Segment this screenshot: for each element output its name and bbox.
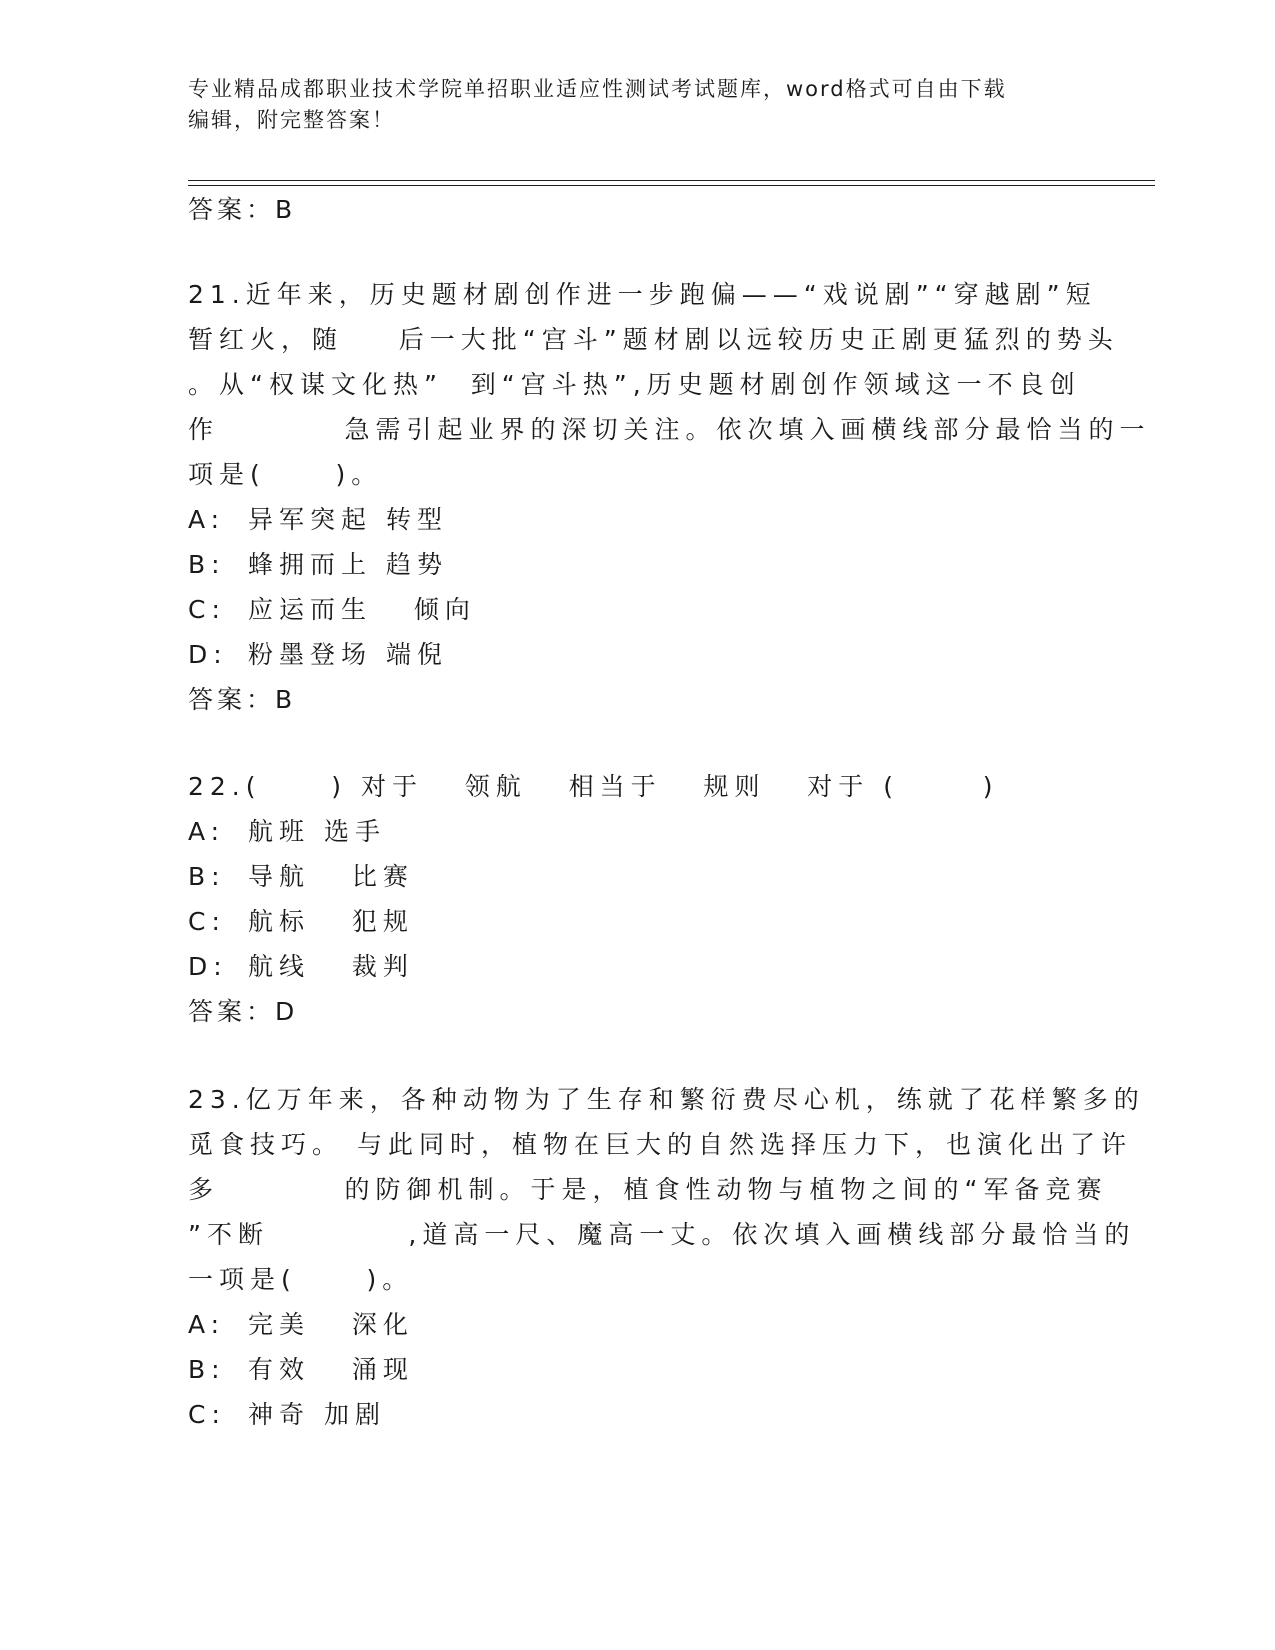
option-letter: A: [188, 817, 226, 846]
q22-option-d [188, 947, 414, 983]
q23-line-1: 23.亿万年来，各种动物为了生存和繁衍费尽心机，练就了花样繁多的 [188, 1085, 1145, 1114]
option-text: 粉墨登场 端倪 [248, 640, 448, 669]
option-text: 应运而生 倾向 [248, 595, 476, 624]
q21-option-c [188, 590, 476, 626]
header-divider-top [188, 180, 1155, 181]
option-letter: C: [188, 1400, 226, 1429]
option-text: 神奇 加剧 [248, 1400, 386, 1429]
q21-line-2: 暂红火，随 后一大批“宫斗”题材剧以远较历史正剧更猛烈的势头 [188, 325, 1119, 354]
q21-answer: 答案：B [188, 685, 297, 714]
q21-line-3: 。从“权谋文化热” 到“宫斗热”,历史题材剧创作领域这一不良创 [188, 370, 1081, 399]
q21-option-b [188, 545, 448, 581]
option-text: 导航 比赛 [248, 862, 414, 891]
q23-line-4: ”不断 ,道高一尺、魔高一丈。依次填入画横线部分最恰当的 [188, 1220, 1136, 1249]
option-letter: B: [188, 1355, 226, 1384]
previous-answer: 答案：B [188, 195, 297, 224]
option-text: 完美 深化 [248, 1310, 414, 1339]
header-divider-bottom [188, 185, 1155, 186]
option-text: 航标 犯规 [248, 907, 414, 936]
header-line-1: 专业精品成都职业技术学院单招职业适应性测试考试题库，word格式可自由下载 [188, 77, 1007, 101]
q22-line-1: 22.( ) 对于 领航 相当于 规则 对于 ( ) [188, 772, 999, 801]
option-letter: D: [188, 952, 228, 981]
option-letter: B: [188, 550, 226, 579]
q23-option-a [188, 1305, 414, 1341]
q21-line-4: 作 急需引起业界的深切关注。依次填入画横线部分最恰当的一 [188, 415, 1151, 444]
q21-line-5: 项是( )。 [188, 460, 383, 489]
option-text: 航班 选手 [248, 817, 386, 846]
q23-line-2: 觅食技巧。 与此同时，植物在巨大的自然选择压力下，也演化出了许 [188, 1130, 1132, 1159]
option-letter: A: [188, 1310, 226, 1339]
q22-option-b [188, 857, 414, 893]
q22-option-c [188, 902, 414, 938]
header-line-2: 编辑，附完整答案！ [188, 108, 395, 132]
q23-option-b [188, 1350, 414, 1386]
option-text: 航线 裁判 [248, 952, 414, 981]
q21-line-1: 21.近年来，历史题材剧创作进一步跑偏——“戏说剧”“穿越剧”短 [188, 280, 1097, 309]
q23-line-3: 多 的防御机制。于是，植食性动物与植物之间的“军备竞赛 [188, 1175, 1108, 1204]
q22-answer: 答案：D [188, 997, 299, 1026]
option-letter: A: [188, 505, 226, 534]
option-text: 有效 涌现 [248, 1355, 414, 1384]
q23-line-5: 一项是( )。 [188, 1265, 414, 1294]
option-letter: C: [188, 595, 226, 624]
q23-option-c [188, 1395, 386, 1431]
page-header [188, 74, 1088, 136]
q22-option-a [188, 812, 386, 848]
option-text: 蜂拥而上 趋势 [248, 550, 448, 579]
option-text: 异军突起 转型 [248, 505, 448, 534]
q21-option-a [188, 500, 448, 536]
option-letter: C: [188, 907, 226, 936]
option-letter: B: [188, 862, 226, 891]
q21-option-d [188, 635, 448, 671]
option-letter: D: [188, 640, 228, 669]
